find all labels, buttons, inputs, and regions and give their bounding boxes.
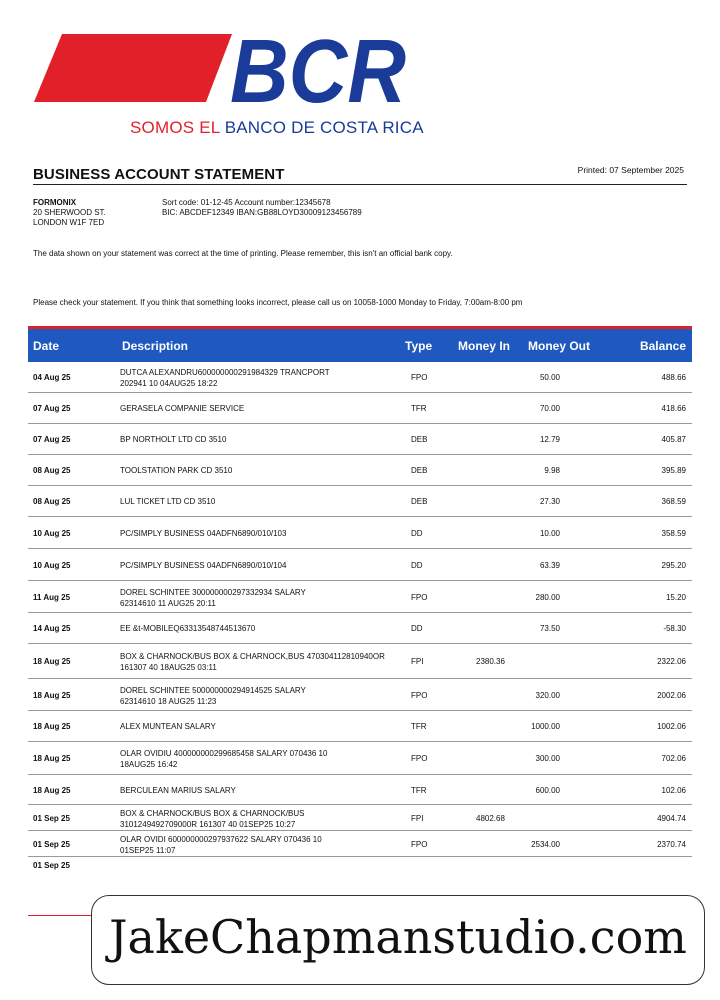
account-line-2: BIC: ABCDEF12349 IBAN:GB88LOYD30009123456789 bbox=[162, 208, 362, 217]
row-description bbox=[120, 785, 236, 796]
table-row bbox=[28, 581, 692, 613]
statement-title: BUSINESS ACCOUNT STATEMENT bbox=[33, 166, 285, 183]
table-row bbox=[28, 857, 692, 877]
logo-red-parallelogram bbox=[34, 34, 232, 102]
row-description-line-2: 01SEP25 11:07 bbox=[120, 846, 176, 855]
tagline-part2: BANCO DE COSTA RICA bbox=[224, 118, 424, 137]
row-date: 01 Sep 25 bbox=[33, 814, 70, 823]
row-type: FPO bbox=[411, 691, 428, 700]
row-description-line-1: LUL TICKET LTD CD 3510 bbox=[120, 497, 216, 506]
customer-name: FORMONIX bbox=[33, 198, 77, 207]
watermark-box bbox=[91, 895, 705, 985]
row-balance: 395.89 bbox=[661, 466, 686, 475]
row-description bbox=[120, 403, 244, 414]
row-money-out: 300.00 bbox=[535, 754, 560, 763]
header-money-in: Money In bbox=[458, 339, 511, 353]
table-row bbox=[28, 711, 692, 742]
row-description-line-2: 18AUG25 16:42 bbox=[120, 760, 178, 769]
row-balance: 15.20 bbox=[665, 593, 686, 602]
row-balance: 702.06 bbox=[661, 754, 686, 763]
row-date: 08 Aug 25 bbox=[33, 497, 71, 506]
row-type: FPO bbox=[411, 593, 428, 602]
table-row bbox=[28, 362, 692, 393]
row-money-out: 9.98 bbox=[544, 466, 560, 475]
row-money-out: 27.30 bbox=[539, 497, 560, 506]
printed-date: Printed: 07 September 2025 bbox=[577, 165, 684, 175]
row-date: 18 Aug 25 bbox=[33, 754, 71, 763]
row-description bbox=[120, 496, 215, 507]
bank-tagline bbox=[130, 118, 450, 138]
row-description-line-1: EE &t-MOBILEQ63313548744513670 bbox=[120, 624, 256, 633]
row-balance: 2002.06 bbox=[657, 691, 686, 700]
row-money-out: 70.00 bbox=[539, 404, 560, 413]
row-date: 07 Aug 25 bbox=[33, 404, 71, 413]
table-row bbox=[28, 679, 692, 711]
tagline-part1: SOMOS EL bbox=[130, 118, 220, 137]
row-description-line-1: TOOLSTATION PARK CD 3510 bbox=[120, 466, 233, 475]
table-row bbox=[28, 742, 692, 775]
row-description-line-2: 62314610 18 AUG25 11:23 bbox=[120, 697, 217, 706]
account-line-1: Sort code: 01-12-45 Account number:12345678 bbox=[162, 198, 331, 207]
header-money-out: Money Out bbox=[528, 339, 590, 353]
bcr-logo-mark bbox=[34, 30, 414, 110]
row-description bbox=[120, 434, 226, 445]
row-description-line-1: OLAR OVIDIU 400000000299685458 SALARY 070436 10 bbox=[120, 749, 328, 758]
row-type: FPO bbox=[411, 754, 428, 763]
row-type: FPI bbox=[411, 657, 424, 666]
row-money-out: 63.39 bbox=[539, 561, 560, 570]
row-type: TFR bbox=[411, 404, 427, 413]
row-description-line-1: DOREL SCHINTEE 300000000297332934 SALARY bbox=[120, 588, 306, 597]
row-description bbox=[120, 748, 327, 770]
row-money-in: 2380.36 bbox=[476, 657, 505, 666]
row-description bbox=[120, 623, 255, 634]
row-type: TFR bbox=[411, 722, 427, 731]
table-header bbox=[28, 329, 692, 362]
title-divider bbox=[33, 184, 687, 185]
header-description: Description bbox=[122, 339, 189, 353]
row-balance: 295.20 bbox=[661, 561, 686, 570]
row-type: DEB bbox=[411, 497, 428, 506]
row-description-line-2: 202941 10 04AUG25 18:22 bbox=[120, 379, 218, 388]
row-money-out: 12.79 bbox=[539, 435, 560, 444]
row-type: FPO bbox=[411, 373, 428, 382]
row-description bbox=[120, 651, 385, 673]
row-money-out: 280.00 bbox=[535, 593, 560, 602]
row-description bbox=[120, 808, 304, 830]
account-details bbox=[162, 198, 362, 218]
contact-note: Please check your statement. If you think that something looks incorrect, please call us on 10058-1000 Monday to Friday, 7:00am-8:00 pm bbox=[33, 298, 523, 307]
row-type: DEB bbox=[411, 435, 428, 444]
statement-note: The data shown on your statement was correct at the time of printing. Please remember, this isn't an official bank copy. bbox=[33, 249, 453, 258]
row-date: 10 Aug 25 bbox=[33, 529, 71, 538]
row-type: DEB bbox=[411, 466, 428, 475]
table-row bbox=[28, 805, 692, 831]
table-row bbox=[28, 486, 692, 517]
row-date: 01 Sep 25 bbox=[33, 840, 70, 849]
row-description-line-1: PC/SIMPLY BUSINESS 04ADFN6890/010/103 bbox=[120, 529, 287, 538]
row-description-line-1: PC/SIMPLY BUSINESS 04ADFN6890/010/104 bbox=[120, 561, 287, 570]
row-balance: 405.87 bbox=[661, 435, 686, 444]
row-description bbox=[120, 560, 286, 571]
row-money-out: 600.00 bbox=[535, 786, 560, 795]
table-row bbox=[28, 644, 692, 679]
row-description bbox=[120, 685, 306, 707]
row-balance: 418.66 bbox=[661, 404, 686, 413]
table-row bbox=[28, 517, 692, 549]
header-balance: Balance bbox=[639, 339, 686, 353]
row-money-out: 1000.00 bbox=[531, 722, 560, 731]
table-row bbox=[28, 613, 692, 644]
row-date: 07 Aug 25 bbox=[33, 435, 71, 444]
row-money-out: 2534.00 bbox=[531, 840, 560, 849]
transactions-table bbox=[28, 362, 692, 877]
row-date: 18 Aug 25 bbox=[33, 786, 71, 795]
row-balance: -58.30 bbox=[663, 624, 686, 633]
row-description-line-1: BOX & CHARNOCK/BUS BOX & CHARNOCK,BUS 470304112810940OR bbox=[120, 652, 385, 661]
bank-logo bbox=[34, 30, 424, 140]
row-balance: 488.66 bbox=[661, 373, 686, 382]
customer-address bbox=[33, 198, 106, 228]
table-row bbox=[28, 549, 692, 581]
row-description-line-1: GERASELA COMPANIE SERVICE bbox=[120, 404, 245, 413]
row-description-line-2: 161307 40 18AUG25 03:11 bbox=[120, 663, 217, 672]
row-type: FPO bbox=[411, 840, 428, 849]
row-description-line-2: 3101249492709000R 161307 40 01SEP25 10:27 bbox=[120, 820, 296, 829]
row-description-line-1: BOX & CHARNOCK/BUS BOX & CHARNOCK/BUS bbox=[120, 809, 305, 818]
row-type: FPI bbox=[411, 814, 424, 823]
row-description bbox=[120, 834, 322, 856]
header-type: Type bbox=[405, 339, 433, 353]
row-money-out: 73.50 bbox=[539, 624, 560, 633]
row-type: DD bbox=[411, 561, 423, 570]
row-date: 10 Aug 25 bbox=[33, 561, 71, 570]
watermark-text: JakeChapmanstudio.com bbox=[109, 910, 687, 964]
address-line-2: LONDON W1F 7ED bbox=[33, 218, 105, 227]
row-date: 18 Aug 25 bbox=[33, 722, 71, 731]
row-balance: 4904.74 bbox=[657, 814, 686, 823]
row-money-out: 320.00 bbox=[535, 691, 560, 700]
row-date: 18 Aug 25 bbox=[33, 691, 71, 700]
row-description-line-1: DUTCA ALEXANDRU600000000291984329 TRANCPORT bbox=[120, 368, 330, 377]
row-date: 14 Aug 25 bbox=[33, 624, 71, 633]
row-money-in: 4802.68 bbox=[476, 814, 505, 823]
address-line-1: 20 SHERWOOD ST. bbox=[33, 208, 106, 217]
header-date: Date bbox=[33, 339, 60, 353]
row-description-line-1: BERCULEAN MARIUS SALARY bbox=[120, 786, 236, 795]
row-date: 08 Aug 25 bbox=[33, 466, 71, 475]
row-type: TFR bbox=[411, 786, 427, 795]
row-description bbox=[120, 465, 232, 476]
row-description bbox=[120, 587, 306, 609]
row-type: DD bbox=[411, 529, 423, 538]
row-description-line-1: BP NORTHOLT LTD CD 3510 bbox=[120, 435, 227, 444]
row-description-line-1: ALEX MUNTEAN SALARY bbox=[120, 722, 216, 731]
row-description bbox=[120, 721, 216, 732]
row-date: 04 Aug 25 bbox=[33, 373, 71, 382]
table-row bbox=[28, 455, 692, 486]
row-balance: 2322.06 bbox=[657, 657, 686, 666]
row-description bbox=[120, 528, 286, 539]
row-date: 18 Aug 25 bbox=[33, 657, 71, 666]
row-description-line-1: OLAR OVIDI 600000000297937622 SALARY 070436 10 bbox=[120, 835, 322, 844]
row-description-line-2: 62314610 11 AUG25 20:11 bbox=[120, 599, 216, 608]
row-type: DD bbox=[411, 624, 423, 633]
row-description bbox=[120, 367, 330, 389]
table-row bbox=[28, 831, 692, 857]
table-row bbox=[28, 775, 692, 805]
row-money-out: 50.00 bbox=[539, 373, 560, 382]
row-balance: 1002.06 bbox=[657, 722, 686, 731]
row-date: 11 Aug 25 bbox=[33, 593, 71, 602]
row-date: 01 Sep 25 bbox=[33, 861, 70, 870]
row-balance: 102.06 bbox=[661, 786, 686, 795]
logo-text: BCR bbox=[230, 30, 406, 110]
row-balance: 2370.74 bbox=[657, 840, 686, 849]
row-balance: 368.59 bbox=[661, 497, 686, 506]
table-row bbox=[28, 424, 692, 455]
row-description-line-1: DOREL SCHINTEE 500000000294914525 SALARY bbox=[120, 686, 306, 695]
row-money-out: 10.00 bbox=[539, 529, 560, 538]
row-balance: 358.59 bbox=[661, 529, 686, 538]
table-row bbox=[28, 393, 692, 424]
